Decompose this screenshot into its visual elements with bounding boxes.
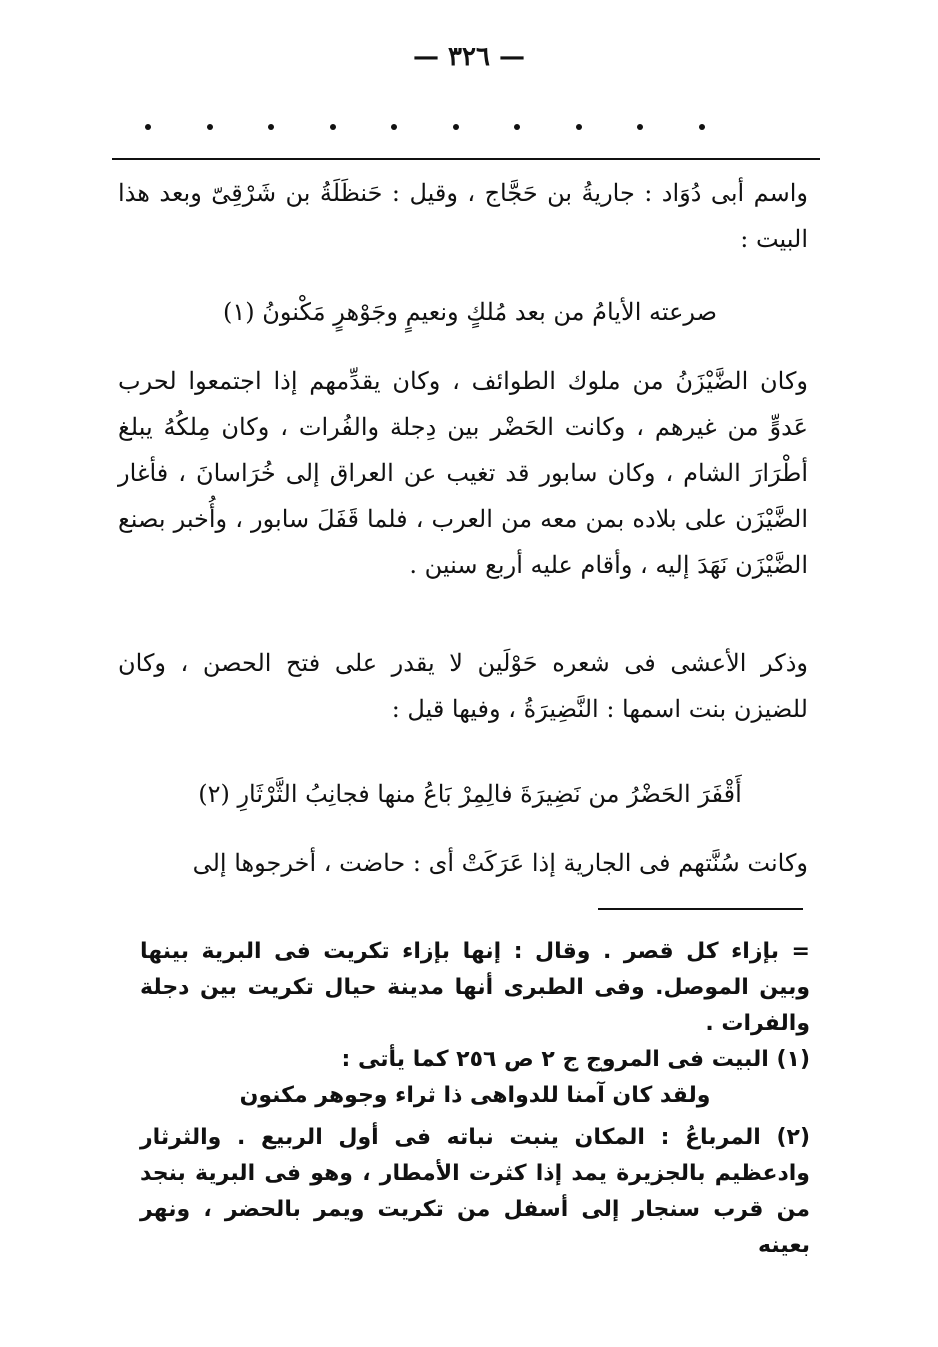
footnote-rule [598,908,803,910]
footnote-2: (٢) المرباعُ : المكان ينبت نباته فى أول الربيع . والثرثار وادعظيم بالجزيرة يمد إذا كثرت الأمطار ، وهو فى البرية بنجد من قرب سنجار إلى أسفل من تكريت ويمر بالحضر ، ونهر بعينه [140,1125,810,1258]
footnote-1-intro: (١) البيت فى المروج ج ٢ ص ٢٥٦ كما يأتى : [341,1047,810,1072]
paragraph-2-text: وكان الضَّيْزَنُ من ملوك الطوائف ، وكان يقدِّمهم إذا اجتمعوا لحرب عَدوٍّ من غيرهم ، وكانت الحَضْر بين دِجلة والفُرات ، وكان مِلكُهُ يبلغ أطْرَارَ الشام ، وكان سابور قد تغيب عن العراق إلى خُرَاسانَ ، فأغار الضَّيْزَن على بلاده بمن معه من العرب ، فلما قَفَلَ سابور ، وأُخبر بصنع الضَّيْزَن نَهَدَ إليه ، وأقام عليه أربع سنين . [118,367,808,579]
footnotes [140,934,810,1264]
paragraph-3 [118,640,808,732]
ornament-dot [637,124,643,130]
ornament-dots [145,112,705,142]
ornament-dot [330,124,336,130]
verse-1: صرعته الأيامُ من بعد مُلكٍ ونعيمٍ وجَوْهرٍ مَكْنونُ (١) [222,298,718,326]
page-number: — ٣٢٦ — [412,42,526,72]
ornament-dot [207,124,213,130]
verse-2: أَقْفَرَ الحَضْرُ من نَضِيرَةَ فالِمِرْ بَاعُ منها فجانِبُ الثَّرْثَارِ (٢) [198,780,742,808]
paragraph-2 [118,358,808,588]
ornament-dot [145,124,151,130]
paragraph-4-text: وكانت سُنَّتهم فى الجارية إذا عَرَكَتْ أى : حاضت ، أخرجوها إلى [192,849,808,877]
header-rule [112,158,820,160]
ornament-dot [453,124,459,130]
ornament-dot [391,124,397,130]
paragraph-4 [118,840,808,886]
paragraph-1 [118,170,808,262]
paragraph-1-text: واسم أبى دُوَاد : جاريةُ بن حَجَّاج ، وقيل : حَنظَلَةُ بن شَرْقِىّ وبعد هذا البيت : [118,179,808,253]
paragraph-3-text: وذكر الأعشى فى شعره حَوْلَين لا يقدر على فتح الحصن ، وكان للضيزن بنت اسمها : النَّضِيرَةُ ، وفيها قيل : [118,649,808,723]
ornament-dot [699,124,705,130]
ornament-dot [576,124,582,130]
footnote-1-verse: ولقد كان آمنا للدواهى ذا ثراء وجوهر مكنون [239,1083,711,1108]
footnote-continuation: = بإزاء كل قصر . وقال : إنها بإزاء تكريت فى البرية بينها وبين الموصل. وفى الطبرى أنها مدينة حيال تكريت بين دجلة والفرات . [140,939,810,1036]
ornament-dot [514,124,520,130]
ornament-dot [268,124,274,130]
